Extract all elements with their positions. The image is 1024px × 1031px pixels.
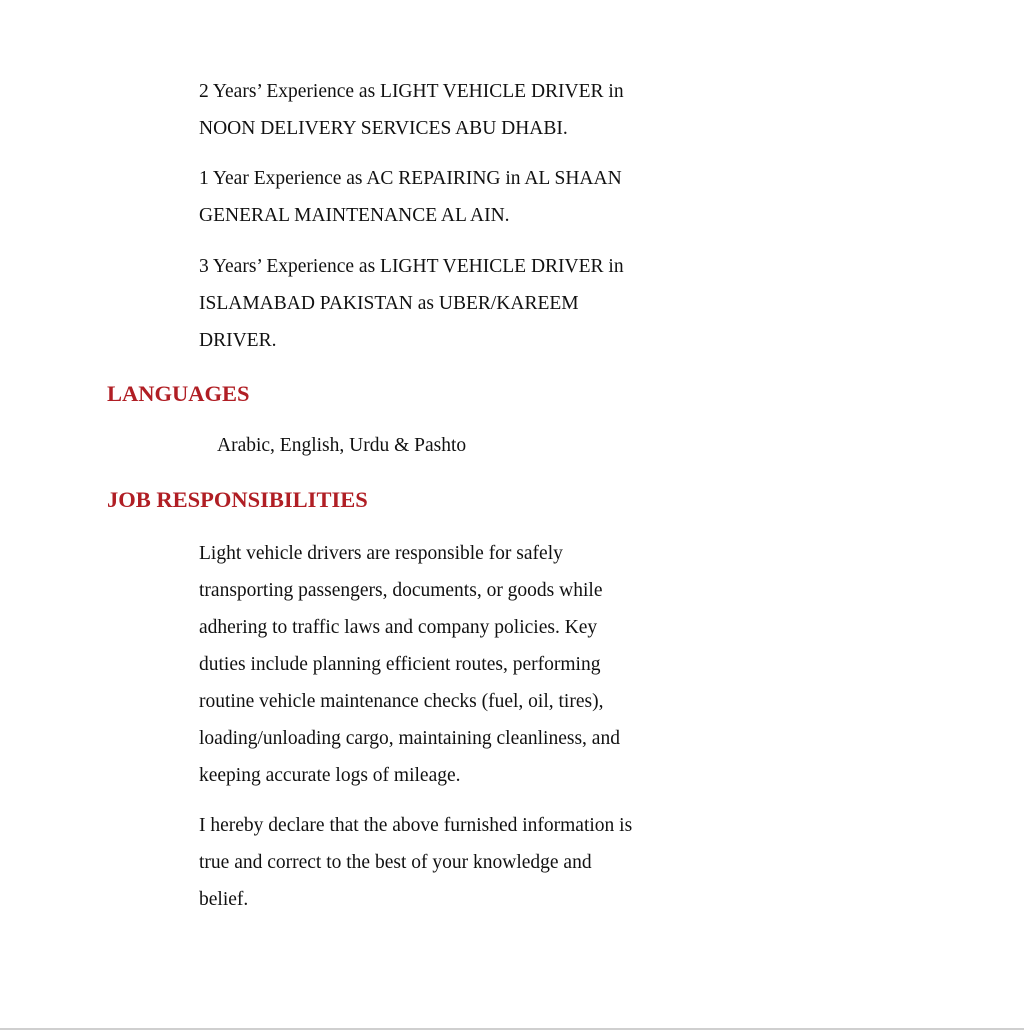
declaration-text: I hereby declare that the above furnished information is true and correct to the best of your knowledge and belief. [199,815,633,910]
experience-entry-uber-kareem: 3 Years’ Experience as LIGHT VEHICLE DRIVER in ISLAMABAD PAKISTAN as UBER/KAREEM DRIVER. [199,256,624,351]
job-responsibilities-heading: JOB RESPONSIBILITIES [107,487,368,512]
experience-entry-noon: 2 Years’ Experience as LIGHT VEHICLE DRIVER in NOON DELIVERY SERVICES ABU DHABI. [199,81,624,139]
experience-entry-al-shaan: 1 Year Experience as AC REPAIRING in AL SHAAN GENERAL MAINTENANCE AL AIN. [199,168,622,226]
languages-text: Arabic, English, Urdu & Pashto [217,435,467,456]
job-responsibilities-text: Light vehicle drivers are responsible for safely transporting passengers, documents, or goods while adhering to traffic laws and company policies. Key duties include planning efficient routes, performing routine vehicle maintenance checks (fuel, oil, tires), loading/unloading cargo, maintaining cleanliness, and keeping accurate logs of mileage. [199,543,620,786]
languages-heading: LANGUAGES [107,381,250,406]
